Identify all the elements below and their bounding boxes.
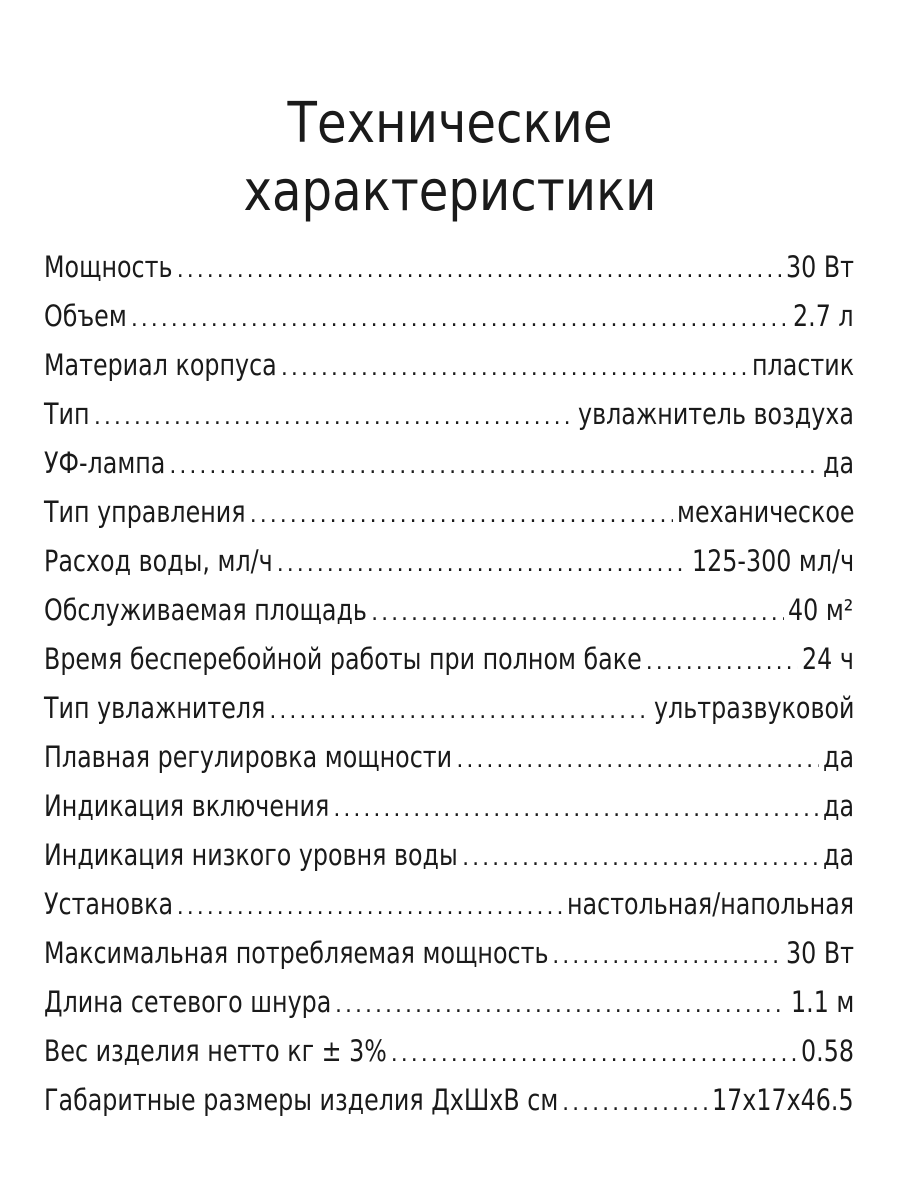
spec-row-type: [44, 390, 854, 439]
spec-value: 40 м²: [788, 593, 854, 627]
spec-label: Расход воды, мл/ч: [44, 544, 273, 578]
spec-value: увлажнитель воздуха: [578, 397, 855, 431]
dot-leader: [269, 687, 650, 736]
dot-leader: [333, 785, 818, 834]
spec-row-net-weight: [44, 1027, 854, 1076]
spec-row-power-indicator: [44, 782, 854, 831]
spec-row-installation: [44, 880, 854, 929]
dot-leader: [562, 1079, 708, 1128]
spec-label: Мощность: [44, 250, 173, 284]
dot-leader: [250, 491, 673, 540]
dot-leader: [552, 932, 782, 981]
spec-value: да: [822, 446, 854, 480]
dot-leader: [177, 883, 563, 932]
spec-row-control-type: [44, 488, 854, 537]
spec-value: 1.1 м: [790, 985, 855, 1019]
dot-leader: [391, 1030, 797, 1079]
dot-leader: [94, 393, 575, 442]
spec-row-power: [44, 243, 854, 292]
dot-leader: [277, 540, 688, 589]
spec-label: УФ-лампа: [44, 446, 166, 480]
title-line-1: Технические: [287, 90, 613, 156]
spec-value: ультразвуковой: [653, 691, 855, 725]
spec-label: Индикация включения: [44, 789, 330, 823]
spec-label: Длина сетевого шнура: [44, 985, 332, 1019]
dot-leader: [131, 295, 790, 344]
dot-leader: [281, 344, 748, 393]
spec-row-uv-lamp: [44, 439, 854, 488]
title-line-2: характеристики: [243, 158, 657, 224]
dot-leader: [646, 638, 799, 687]
spec-value: 2.7 л: [793, 299, 854, 333]
spec-label: Объем: [44, 299, 127, 333]
dot-leader: [177, 246, 782, 295]
spec-row-humidifier-type: [44, 684, 854, 733]
dot-leader: [371, 589, 784, 638]
spec-value: 0.58: [800, 1034, 854, 1068]
spec-row-low-water-indicator: [44, 831, 854, 880]
spec-row-water-consumption: [44, 537, 854, 586]
spec-value: 30 Вт: [785, 936, 854, 970]
spec-row-volume: [44, 292, 854, 341]
spec-row-runtime: [44, 635, 854, 684]
spec-value: пластик: [752, 348, 855, 382]
spec-label: Тип: [44, 397, 90, 431]
spec-value: да: [822, 789, 854, 823]
spec-row-body-material: [44, 341, 854, 390]
dot-leader: [456, 736, 818, 785]
dot-leader: [335, 981, 787, 1030]
dot-leader: [169, 442, 818, 491]
spec-row-service-area: [44, 586, 854, 635]
spec-label: Тип управления: [44, 495, 246, 529]
spec-label: Габаритные размеры изделия ДхШхВ см: [44, 1083, 559, 1117]
spec-label: Время бесперебойной работы при полном баке: [44, 642, 642, 676]
spec-row-smooth-power-control: [44, 733, 854, 782]
spec-value: настольная/напольная: [567, 887, 855, 921]
spec-row-dimensions: [44, 1076, 854, 1125]
spec-value: 30 Вт: [785, 250, 854, 284]
spec-row-max-power-consumption: [44, 929, 854, 978]
spec-label: Индикация низкого уровня воды: [44, 838, 458, 872]
spec-label: Материал корпуса: [44, 348, 277, 382]
spec-label: Тип увлажнителя: [44, 691, 266, 725]
spec-list: [44, 243, 854, 1125]
page-title: [63, 90, 837, 226]
spec-label: Плавная регулировка мощности: [44, 740, 453, 774]
spec-value: механическое: [676, 495, 855, 529]
spec-row-cord-length: [44, 978, 854, 1027]
spec-label: Обслуживаемая площадь: [44, 593, 367, 627]
spec-value: 17x17x46.5: [712, 1083, 854, 1117]
dot-leader: [462, 834, 819, 883]
spec-value: да: [822, 838, 854, 872]
spec-label: Установка: [44, 887, 174, 921]
spec-value: 125-300 мл/ч: [691, 544, 854, 578]
spec-value: 24 ч: [802, 642, 855, 676]
spec-value: да: [822, 740, 854, 774]
spec-label: Максимальная потребляемая мощность: [44, 936, 549, 970]
spec-label: Вес изделия нетто кг ± 3%: [44, 1034, 387, 1068]
